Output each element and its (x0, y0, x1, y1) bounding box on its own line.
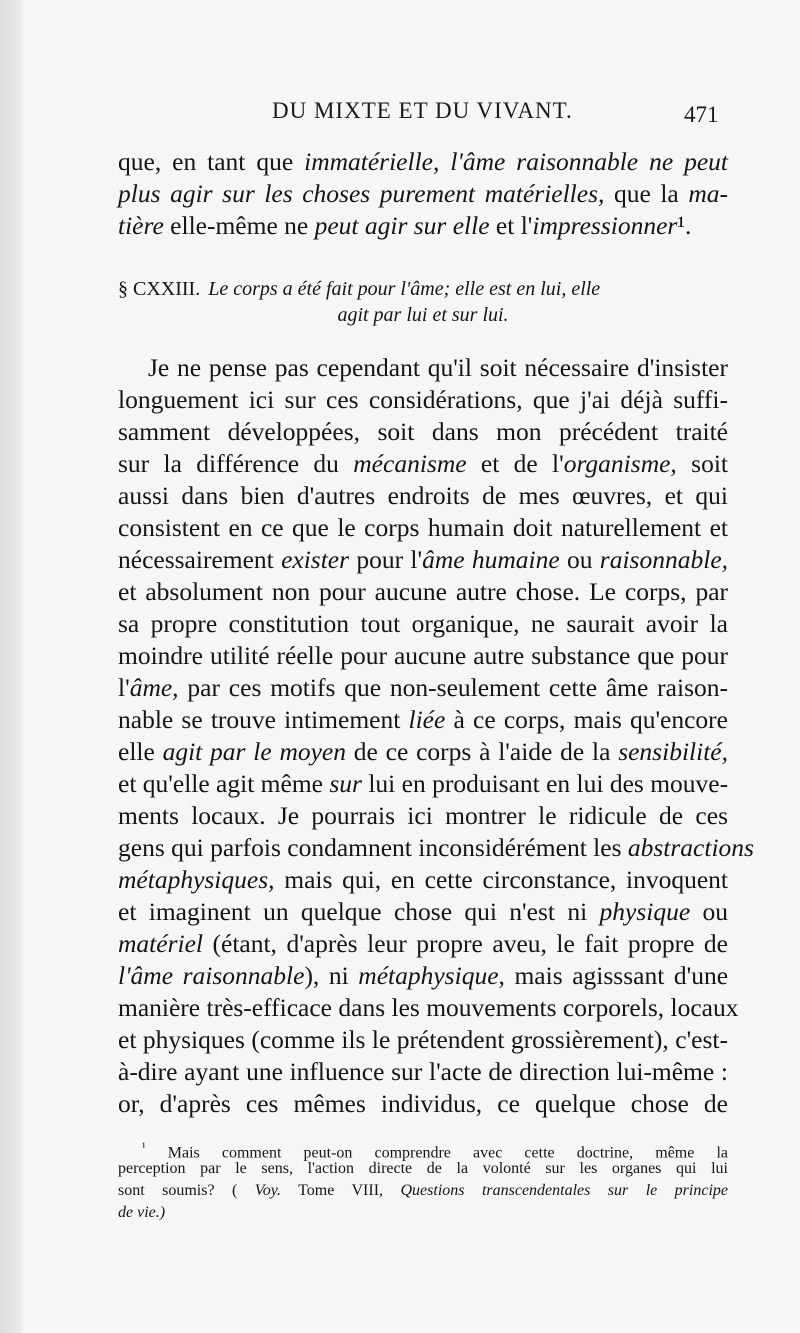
section-heading (118, 276, 728, 328)
footnote-line: $^{^1}$ Mais comment peut-on comprendre avec cette doctrine, même la (142, 1140, 729, 1162)
text-line: longuement ici sur ces considérations, que j'ai déjà suffi- (118, 385, 728, 414)
section-heading-line: § CXXIII. Le corps a été fait pour l'âme; elle est en lui, elle (118, 278, 601, 300)
text-line: l'âme, par ces motifs que non-seulement cette âme raison- (118, 673, 728, 702)
paragraph-2 (118, 352, 754, 1120)
text-line: tière elle-même ne peut agir sur elle et l'impressionner¹. (118, 211, 692, 240)
text-line: consistent en ce que le corps humain doit naturellement et (118, 513, 728, 542)
text-line: nécessairement exister pour l'âme humaine ou raisonnable, (118, 545, 729, 574)
section-number: § CXXIII. (118, 278, 201, 300)
text-line: métaphysiques, mais qui, en cette circonstance, invoquent (118, 865, 728, 894)
page-edge (0, 0, 22, 1333)
text-line: et qu'elle agit même sur lui en produisant en lui des mouve- (118, 769, 729, 798)
text-line: Je ne pense pas cependant qu'il soit nécessaire d'insister (148, 353, 728, 382)
text-line: sa propre constitution tout organique, ne saurait avoir la (118, 609, 728, 638)
text-line: à-dire ayant une influence sur l'acte de direction lui-même : (118, 1057, 728, 1086)
text-line: aussi dans bien d'autres endroits de mes œuvres, et qui (118, 481, 728, 510)
text-line: matériel (étant, d'après leur propre aveu, le fait propre de (118, 929, 728, 958)
running-title: DU MIXTE ET DU VIVANT. (272, 98, 573, 123)
text-line: elle agit par le moyen de ce corps à l'aide de la sensibilité, (118, 737, 728, 766)
footnote-line: perception par le sens, l'action directe de la volonté sur les organes qui lui (118, 1160, 728, 1177)
text-line: et absolument non pour aucune autre chose. Le corps, par (118, 577, 728, 606)
text-line: samment développées, soit dans mon précédent traité (118, 417, 728, 446)
paragraph-1 (118, 146, 728, 242)
text-line: et imaginent un quelque chose qui n'est ni physique ou (118, 897, 728, 926)
footnote-line: de vie.) (118, 1204, 166, 1221)
text-line: moindre utilité réelle pour aucune autre substance que pour (118, 641, 728, 670)
text-line: gens qui parfois condamnent inconsidérément les abstractions (118, 833, 754, 862)
text-line: sur la différence du mécanisme et de l'organisme, soit (118, 449, 728, 478)
text-line: nable se trouve intimement liée à ce corps, mais qu'encore (118, 705, 728, 734)
text-line: manière très-efficace dans les mouvements corporels, locaux (118, 993, 739, 1022)
footnote-marker: ¹ (142, 1140, 146, 1154)
text-line: l'âme raisonnable), ni métaphysique, mais agisssant d'une (118, 961, 729, 990)
text-line: ments locaux. Je pourrais ici montrer le ridicule de ces (118, 801, 728, 830)
text-line: or, d'après ces mêmes individus, ce quelque chose de (118, 1089, 728, 1118)
footnote-line: sont soumis? ( Voy. Tome VIII, Questions transcendentales sur le principe (118, 1182, 729, 1199)
text-line: et physiques (comme ils le prétendent grossièrement), c'est- (118, 1025, 728, 1054)
section-heading-line: agit par lui et sur lui. (337, 304, 509, 326)
text-line: que, en tant que immatérielle, l'âme raisonnable ne peut (118, 147, 728, 176)
page-number: 471 (684, 102, 719, 127)
footnote (118, 1136, 728, 1224)
text-line: plus agir sur les choses purement matérielles, que la ma- (118, 179, 728, 208)
